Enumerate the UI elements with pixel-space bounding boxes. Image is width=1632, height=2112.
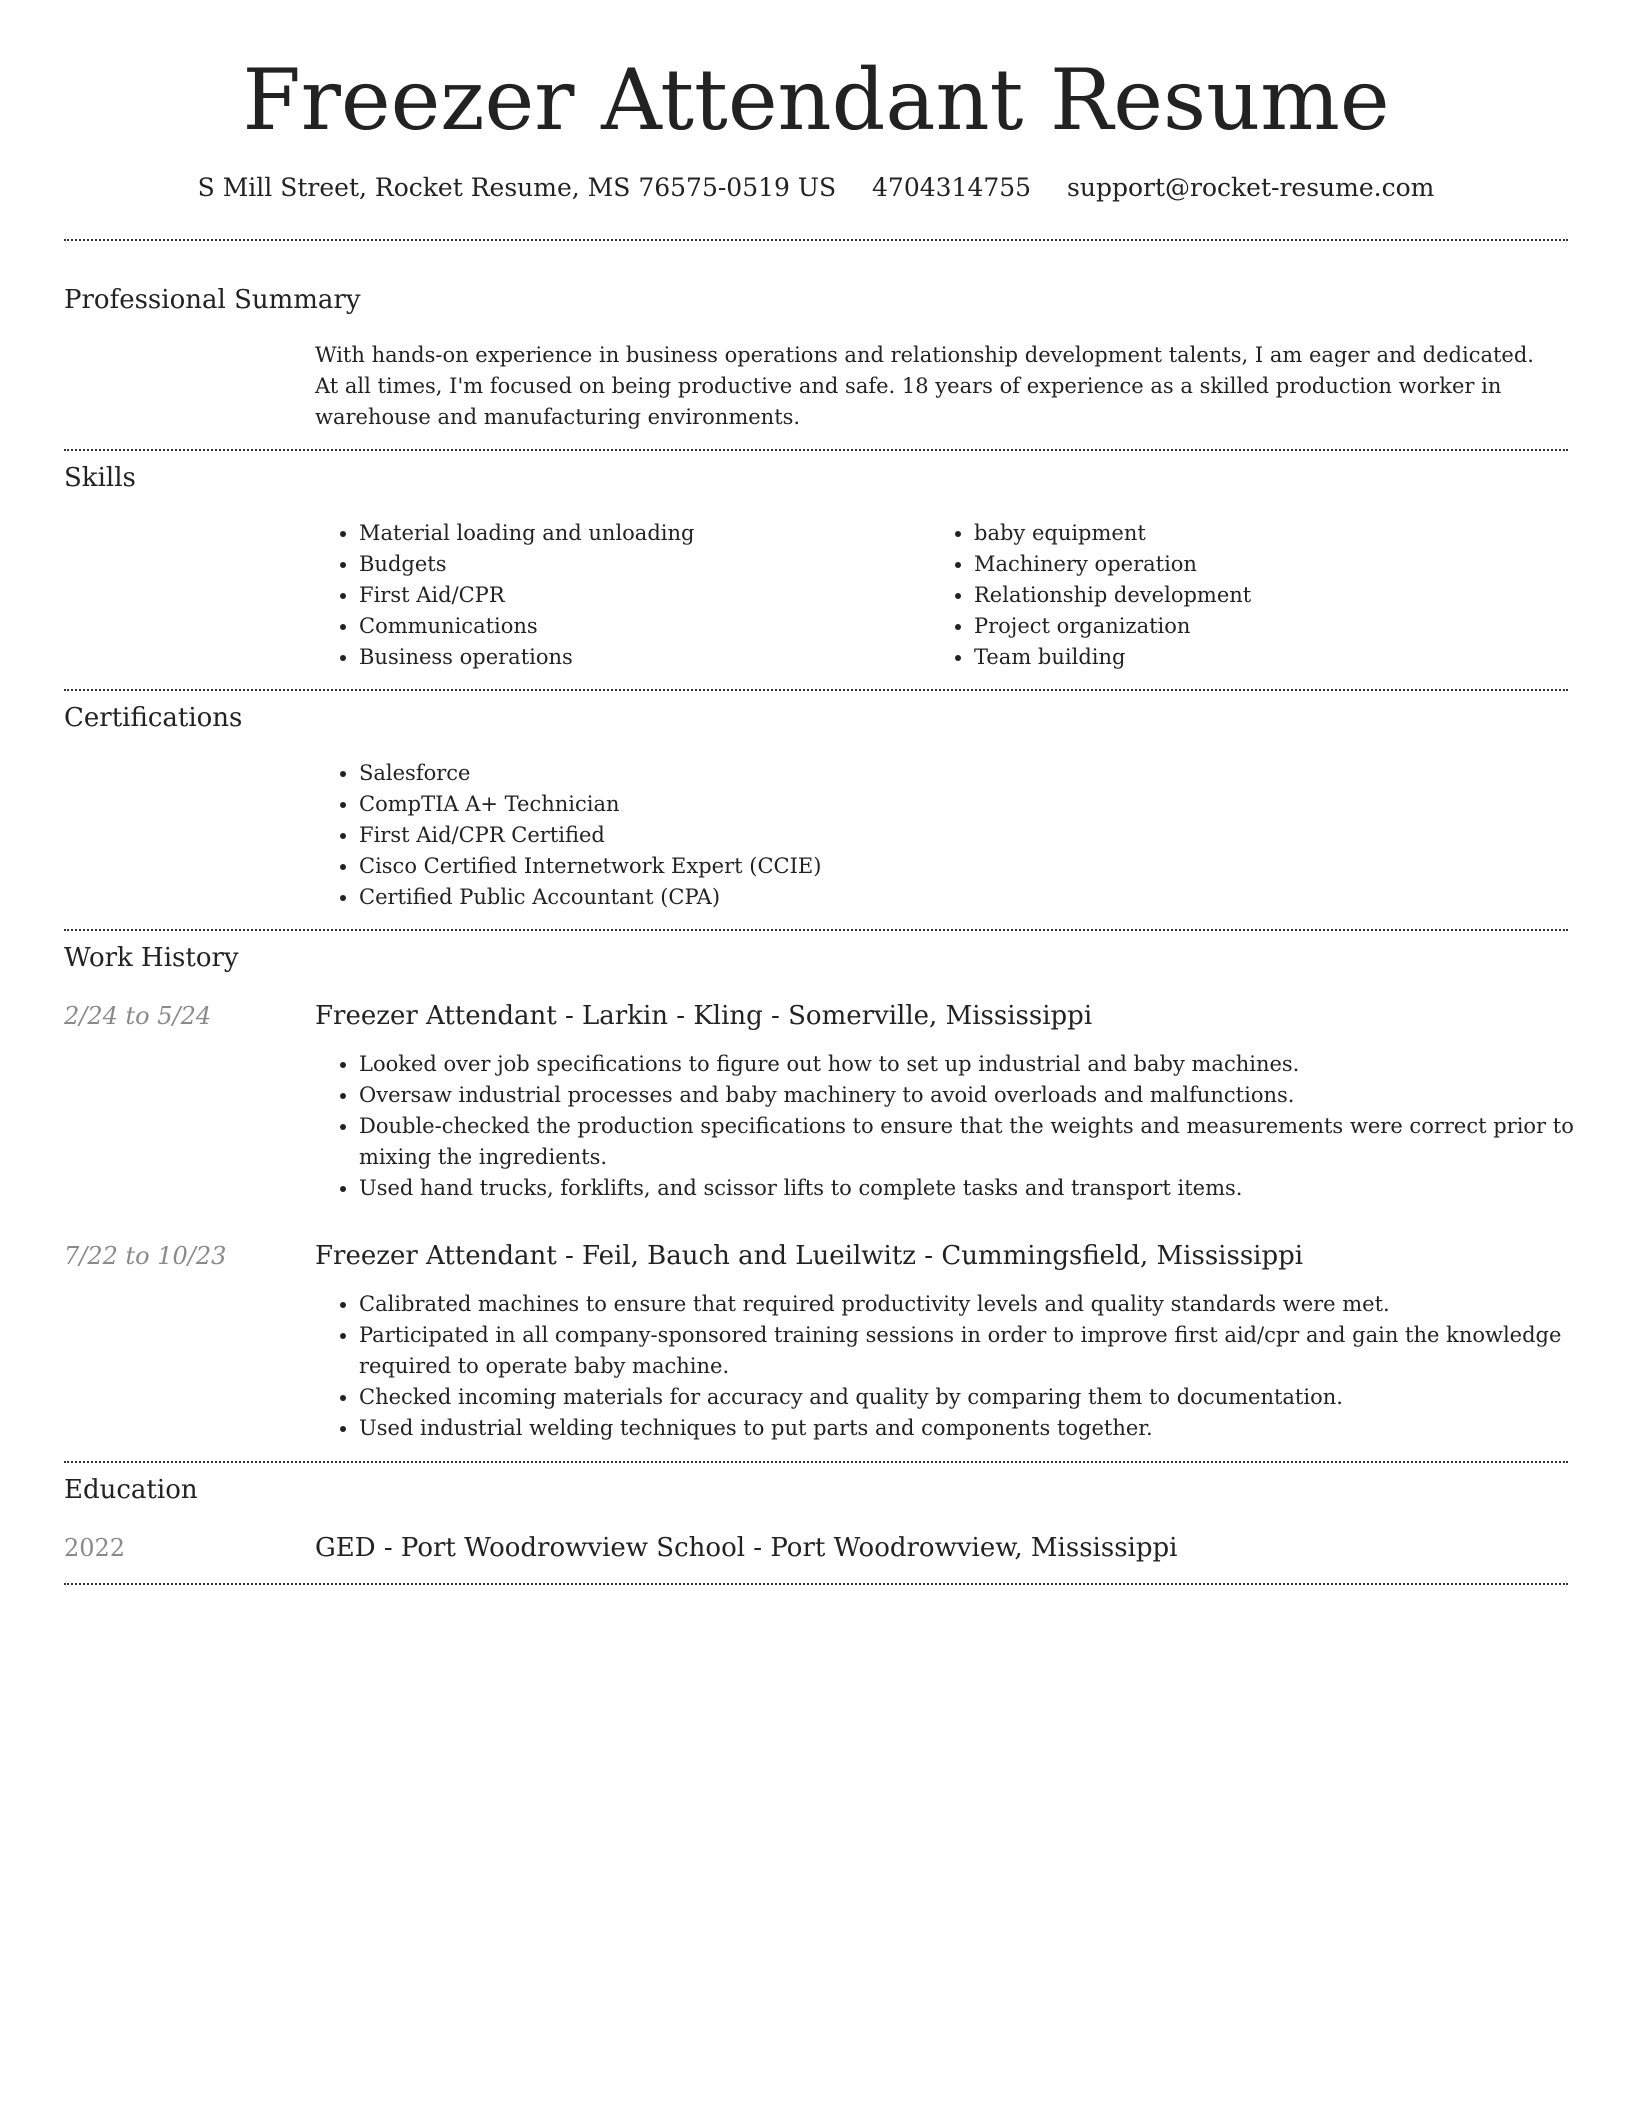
contact-phone: 4704314755 <box>872 173 1032 202</box>
list-item: • Calibrated machines to ensure that required productivity levels and quality standards were met. <box>359 1289 1599 1320</box>
list-item: • baby equipment <box>974 518 1574 549</box>
list-item: • Salesforce <box>359 758 1559 789</box>
list-item: • First Aid/CPR Certified <box>359 820 1559 851</box>
job-title: Freezer Attendant - Larkin - Kling - Somerville, Mississippi <box>315 1001 1093 1031</box>
list-item: • Machinery operation <box>974 549 1574 580</box>
list-item: • Project organization <box>974 611 1574 642</box>
job-title: Freezer Attendant - Feil, Bauch and Lueilwitz - Cummingsfield, Mississippi <box>315 1241 1304 1271</box>
list-item: • Checked incoming materials for accuracy and quality by comparing them to documentation. <box>359 1382 1599 1413</box>
list-item: • Team building <box>974 642 1574 673</box>
summary-heading: Professional Summary <box>64 285 361 315</box>
list-item: • Cisco Certified Internetwork Expert (CCIE) <box>359 851 1559 882</box>
certifications-list <box>315 758 1559 913</box>
summary-text: With hands-on experience in business operations and relationship development talents, I am eager and dedicated. At all times, I'm focused on being productive and safe. 18 years of experience as a skilled production worker in warehouse and manufacturing environments. <box>315 343 1534 429</box>
list-item: • Looked over job specifications to figure out how to set up industrial and baby machines. <box>359 1049 1599 1080</box>
divider <box>64 689 1568 691</box>
job-bullets <box>315 1289 1599 1444</box>
contact-info <box>64 170 1568 206</box>
education-entry: GED - Port Woodrowview School - Port Woodrowview, Mississippi <box>315 1533 1178 1563</box>
contact-address: S Mill Street, Rocket Resume, MS 76575-0519 US <box>197 173 837 202</box>
certifications-heading: Certifications <box>64 703 243 733</box>
divider <box>64 1583 1568 1585</box>
job-bullets <box>315 1049 1599 1204</box>
education-heading: Education <box>64 1475 198 1505</box>
resume-title: Freezer Attendant Resume <box>242 51 1390 149</box>
list-item: • Double-checked the production specifications to ensure that the weights and measurements were correct prior to mixing the ingredients. <box>359 1111 1599 1173</box>
list-item: • Used industrial welding techniques to put parts and components together. <box>359 1413 1599 1444</box>
skills-list-left <box>315 518 919 673</box>
list-item: • Material loading and unloading <box>359 518 919 549</box>
list-item: • Used hand trucks, forklifts, and scissor lifts to complete tasks and transport items. <box>359 1173 1599 1204</box>
list-item: • Participated in all company-sponsored training sessions in order to improve first aid/cpr and gain the knowledge required to operate baby machine. <box>359 1320 1599 1382</box>
divider <box>64 1461 1568 1463</box>
list-item: • First Aid/CPR <box>359 580 919 611</box>
divider <box>64 239 1568 241</box>
list-item: • CompTIA A+ Technician <box>359 789 1559 820</box>
skills-list-right <box>930 518 1574 673</box>
job-dates: 7/22 to 10/23 <box>64 1242 227 1270</box>
education-year: 2022 <box>64 1534 126 1562</box>
skills-heading: Skills <box>64 463 136 493</box>
divider <box>64 929 1568 931</box>
list-item: • Business operations <box>359 642 919 673</box>
list-item: • Communications <box>359 611 919 642</box>
list-item: • Certified Public Accountant (CPA) <box>359 882 1559 913</box>
job-dates: 2/24 to 5/24 <box>64 1002 212 1030</box>
divider <box>64 449 1568 451</box>
list-item: • Oversaw industrial processes and baby machinery to avoid overloads and malfunctions. <box>359 1080 1599 1111</box>
list-item: • Relationship development <box>974 580 1574 611</box>
work-heading: Work History <box>64 943 239 973</box>
list-item: • Budgets <box>359 549 919 580</box>
contact-email: support@rocket-resume.com <box>1067 173 1435 202</box>
